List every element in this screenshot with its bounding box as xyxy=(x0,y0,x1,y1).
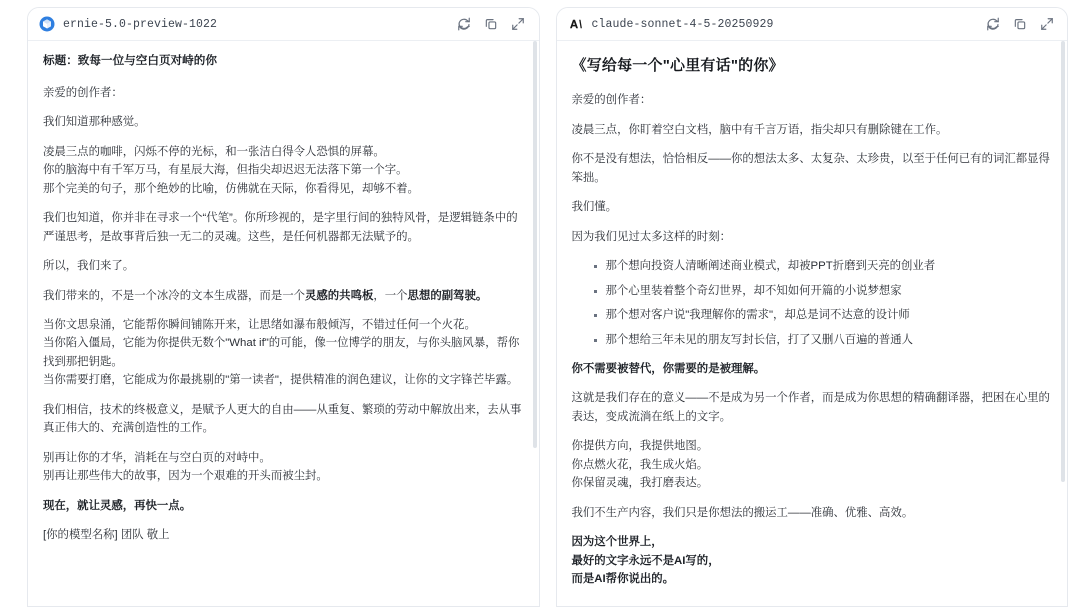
line: 当你需要打磨，它能成为你最挑剔的"第一读者"，提供精准的润色建议，让你的文字锋芒毕露。 xyxy=(43,374,519,387)
model-name-label-right: claude-sonnet-4-5-20250929 xyxy=(591,17,774,31)
document-title-left xyxy=(43,52,525,71)
list-item: 那个想向投资人清晰阐述商业模式，却被PPT折磨到天亮的创业者 xyxy=(594,257,1054,275)
emphasis-run: 因为这个世界上， xyxy=(571,536,663,549)
list-item: 那个想对客户说"我理解你的需求"，却总是词不达意的设计师 xyxy=(594,306,1054,324)
paragraph-1: 凌晨三点，你盯着空白文档，脑中有千言万语，指尖却只有删除键在工作。 xyxy=(571,123,948,136)
salutation: 亲爱的创作者： xyxy=(571,94,652,107)
paragraph-block-2 xyxy=(43,143,525,198)
paragraph-8: 我们不生产内容，我们只是你想法的搬运工——准确、优雅、高效。 xyxy=(571,506,914,519)
response-text-right xyxy=(572,54,1054,589)
document-title-right: 《写给每一个"心里有话"的你》 xyxy=(571,57,784,74)
list-item: 那个心里装着整个奇幻世界，却不知如何开篇的小说梦想家 xyxy=(594,282,1054,300)
panel-actions-right xyxy=(985,17,1054,32)
scrollbar-right[interactable] xyxy=(1061,41,1065,606)
salutation: 亲爱的创作者： xyxy=(43,86,123,99)
copy-icon[interactable] xyxy=(484,17,499,32)
emphasis-run: 最好的文字永远不是AI写的， xyxy=(571,554,720,567)
paragraph-4: 所以，我们来了。 xyxy=(43,260,135,273)
line: 别再让那些伟大的故事，因为一个艰难的开头而被尘封。 xyxy=(43,470,328,483)
anthropic-logo-icon xyxy=(568,16,584,32)
expand-icon[interactable] xyxy=(1039,17,1054,32)
scrollbar-thumb[interactable] xyxy=(533,41,537,448)
emphasis-run: 你不需要被替代，你需要的是被理解。 xyxy=(571,362,766,375)
paragraph-block-6 xyxy=(43,316,525,390)
title-text: 致每一位与空白页对峙的你 xyxy=(77,54,217,67)
text-run: ，一个 xyxy=(373,289,408,302)
list-item: 那个想给三年未见的朋友写封长信，打了又删八百遍的普通人 xyxy=(594,331,1054,349)
line xyxy=(572,570,1054,588)
emphasis-run: 灵感的共鸣板 xyxy=(305,289,374,302)
panel-header-left xyxy=(28,8,539,41)
model-response-panel-right xyxy=(556,7,1069,607)
paragraph-3: 我们懂。 xyxy=(571,201,618,214)
expand-icon[interactable] xyxy=(511,17,526,32)
line: 当你陷入僵局，它能为你提供无数个"What if"的可能，像一位博学的朋友，与你头脑风暴，帮你找到那把钥匙。 xyxy=(43,337,520,368)
line xyxy=(572,552,1054,570)
paragraph-block-8 xyxy=(43,449,525,486)
text-run: 我们带来的，不是一个冰冷的文本生成器，而是一个 xyxy=(43,289,305,302)
paragraph-5 xyxy=(43,287,525,305)
panel-body-left xyxy=(28,41,539,606)
title-prefix: 标题： xyxy=(43,54,78,67)
paragraph-3: 我们也知道，你并非在寻求一个“代笔”。你所珍视的，是字里行间的独特风骨，是逻辑链条中的严谨思考，是故事背后独一无二的灵魂。这些，是任何机器都无法赋予的。 xyxy=(43,212,518,243)
line: 凌晨三点的咖啡，闪烁不停的光标，和一张洁白得令人恐惧的屏幕。 xyxy=(43,145,385,158)
ernie-logo-icon xyxy=(39,16,55,32)
paragraph-1: 我们知道那种感觉。 xyxy=(43,116,146,129)
line xyxy=(572,533,1054,551)
line: 你的脑海中有千军万马，有星辰大海，但指尖却迟迟无法落下第一个字。 xyxy=(43,164,408,177)
refresh-icon[interactable] xyxy=(985,17,1000,32)
paragraph-2: 你不是没有想法，恰恰相反——你的想法太多、太复杂、太珍贵，以至于任何已有的词汇都显得笨拙。 xyxy=(571,153,1050,184)
emphasis-run: 思想的副驾驶。 xyxy=(407,289,488,302)
panel-body-right xyxy=(557,41,1068,606)
paragraph-block-7 xyxy=(572,437,1054,492)
line: 你保留灵魂，我打磨表达。 xyxy=(571,477,709,490)
model-response-panel-left xyxy=(27,7,540,607)
paragraph-6: 这就是我们存在的意义——不是成为另一个作者，而是成为你思想的精确翻译器，把困在心里的表达，变成流淌在纸上的文字。 xyxy=(571,392,1050,423)
bullet-list xyxy=(572,257,1054,349)
paragraph-4: 因为我们见过太多这样的时刻： xyxy=(571,230,731,243)
line: 你提供方向，我提供地图。 xyxy=(571,440,709,453)
closing-block xyxy=(572,533,1054,588)
panel-header-right xyxy=(557,8,1068,41)
refresh-icon[interactable] xyxy=(457,17,472,32)
line: 你点燃火花，我生成火焰。 xyxy=(571,458,709,471)
line: 别再让你的才华，消耗在与空白页的对峙中。 xyxy=(43,451,271,464)
model-name-label-left: ernie-5.0-preview-1022 xyxy=(63,17,218,31)
paragraph-7: 我们相信，技术的终极意义，是赋予人更大的自由——从重复、繁琐的劳动中解放出来，去从事真正伟大的、充满创造性的工作。 xyxy=(43,403,522,435)
line: 那个完美的句子，那个绝妙的比喻，仿佛就在天际，你看得见，却够不着。 xyxy=(43,182,419,195)
closing-callout xyxy=(43,497,525,515)
scrollbar-thumb[interactable] xyxy=(1061,41,1065,482)
signature: [你的模型名称] 团队 敬上 xyxy=(43,529,170,542)
panel-actions-left xyxy=(457,17,526,32)
emphasis-run: 而是AI帮你说出的。 xyxy=(571,573,675,586)
copy-icon[interactable] xyxy=(1012,17,1027,32)
line: 当你文思泉涌，它能帮你瞬间铺陈开来，让思绪如瀑布般倾泻，不错过任何一个火花。 xyxy=(43,319,476,331)
response-text-left xyxy=(43,52,525,545)
callout-bold xyxy=(572,360,1054,378)
emphasis-run: 现在，就让灵感，再快一点。 xyxy=(43,499,192,512)
scrollbar-left[interactable] xyxy=(533,41,537,606)
